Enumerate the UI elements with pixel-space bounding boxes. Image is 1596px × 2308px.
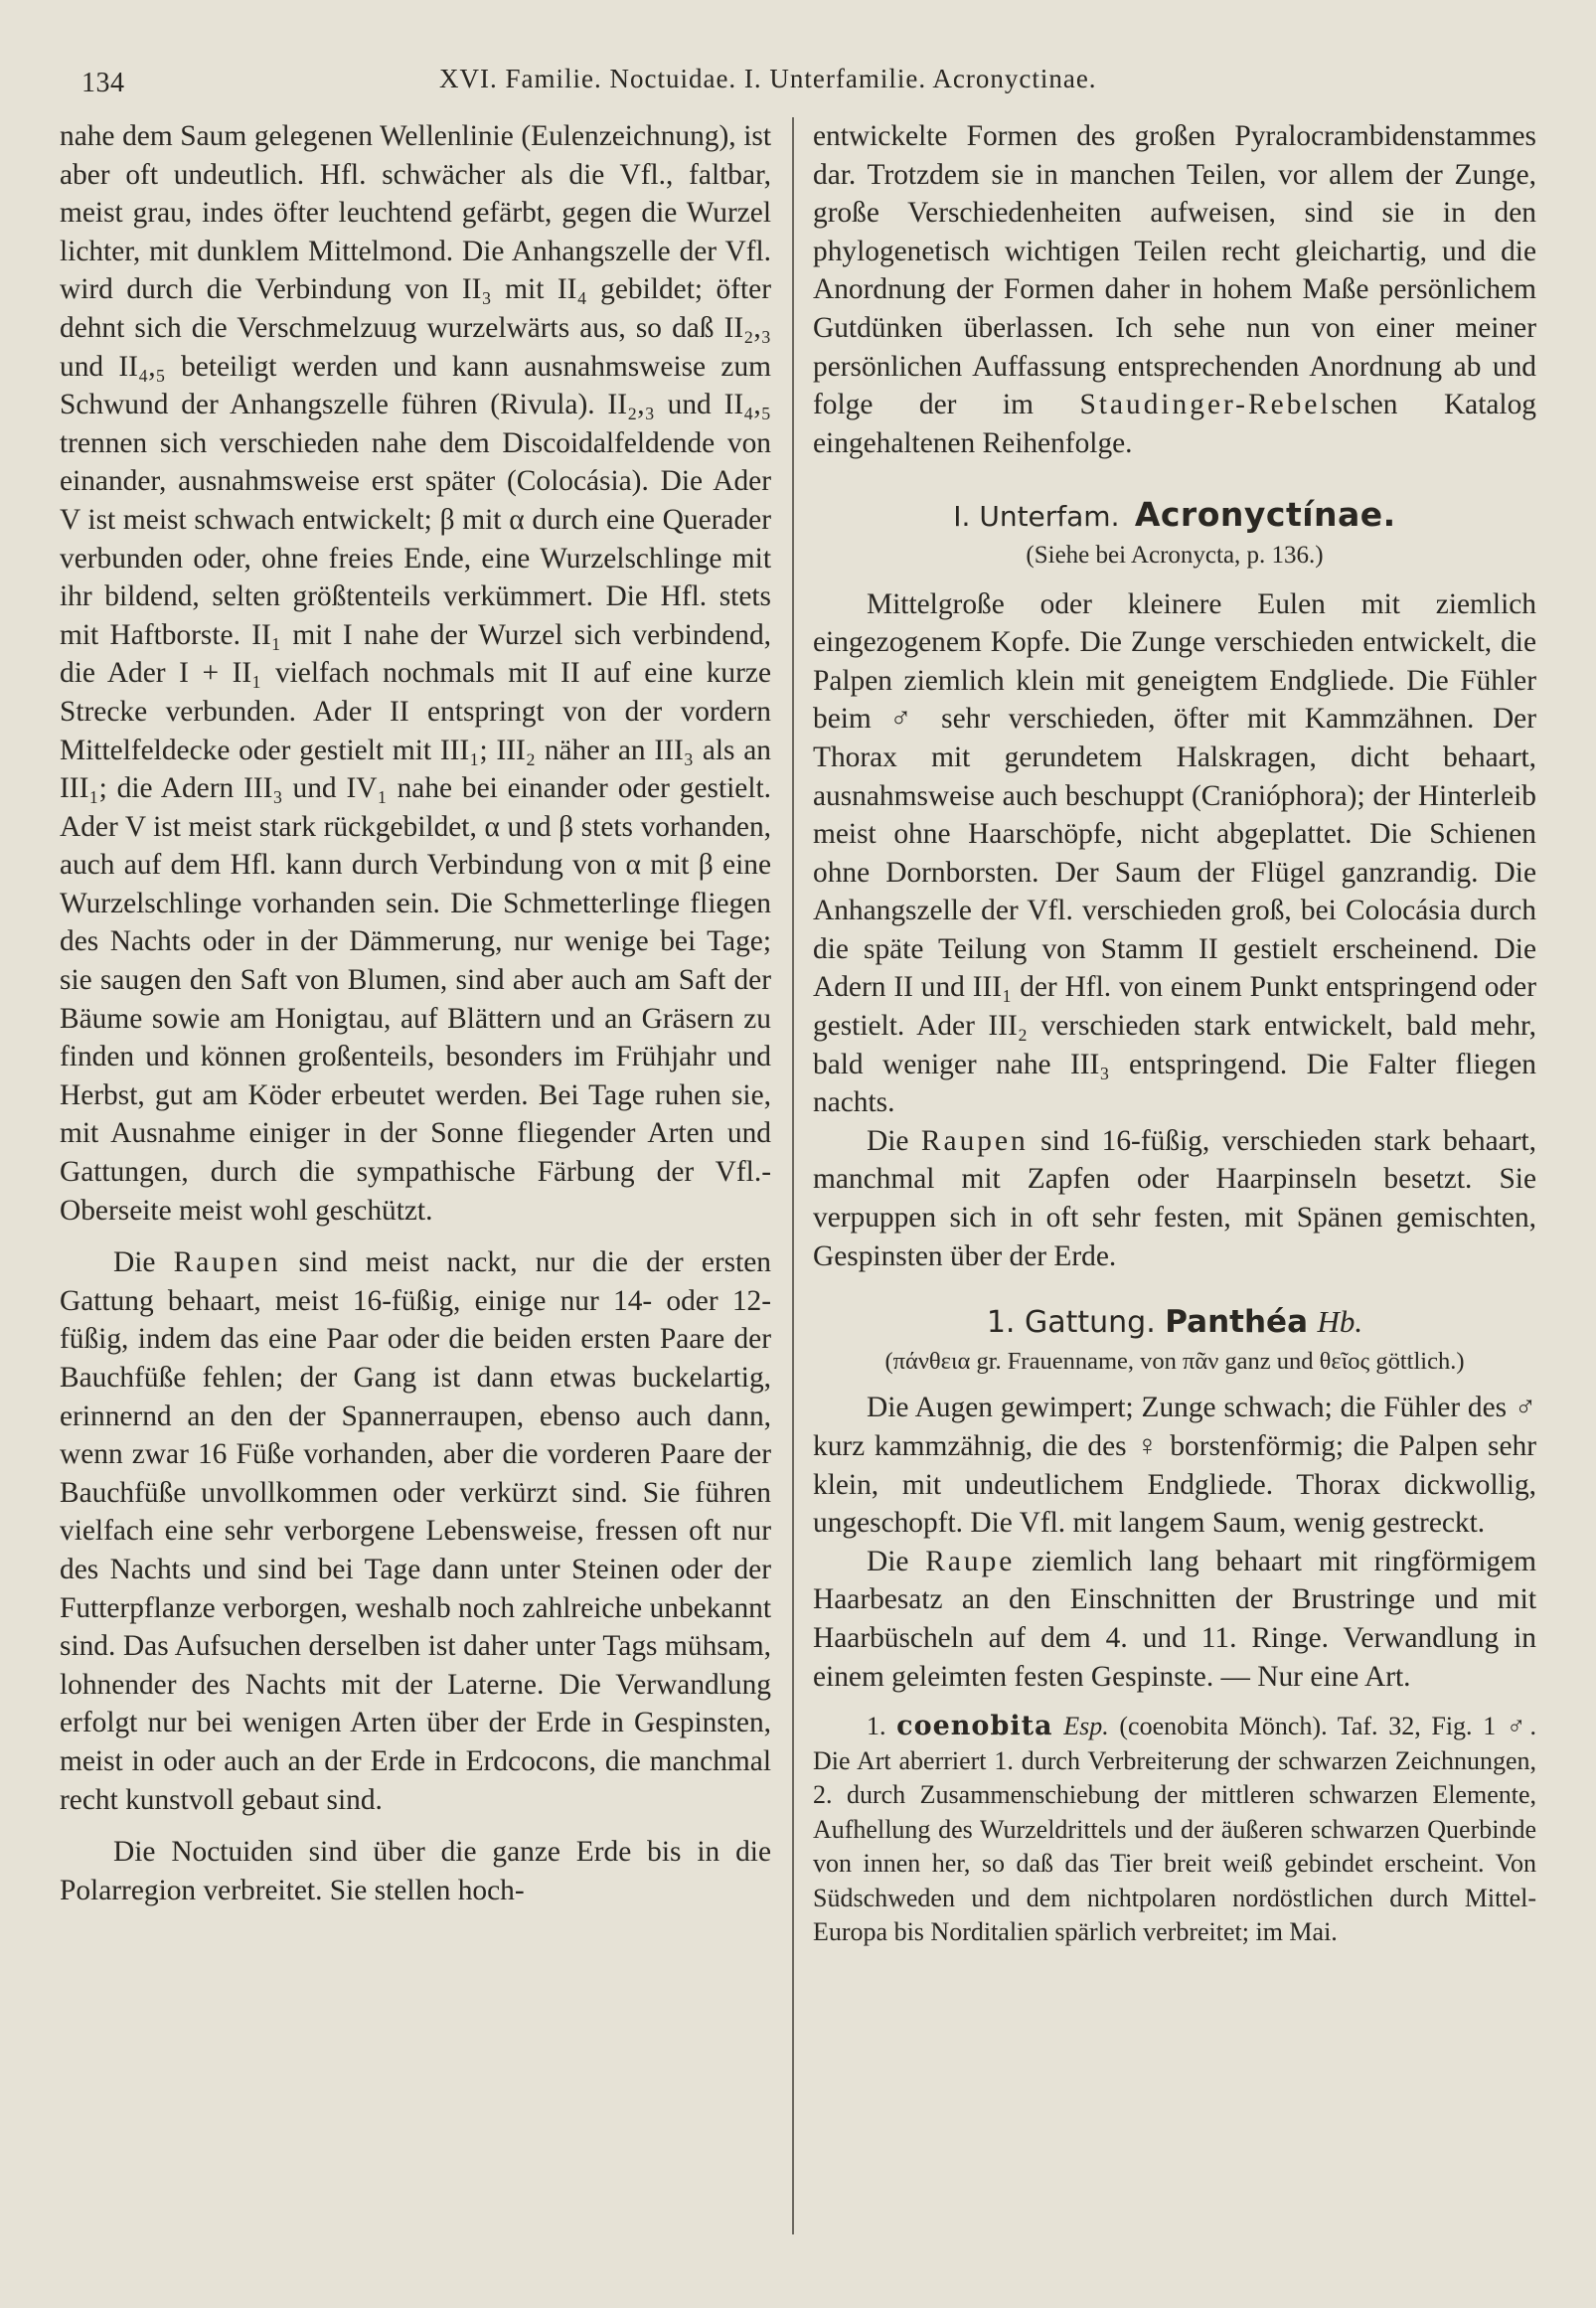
species-name: coenobita — [896, 1711, 1053, 1742]
genus-author: Hb. — [1317, 1304, 1363, 1340]
subfamily-heading: I. Unterfam. Acronyctínae. — [953, 495, 1396, 535]
genus-name: Panthéa — [1165, 1304, 1308, 1341]
species-author: Esp. — [1063, 1712, 1109, 1741]
paragraph-genus-description: Die Augen gewimpert; Zunge schwach; die Fühler des ♂ kurz kammzähnig, die des ♀ borstenförmig; die Palpen sehr klein, mit undeutlichem Endgliede. Thorax dickwollig, ungeschopft. Die Vfl. mit langem Saum, wenig gestreckt. — [813, 1392, 1536, 1540]
spaced-term: Raupe — [925, 1545, 1016, 1577]
left-column — [60, 117, 771, 1909]
genus-heading: 1. Gattung. Panthéa Hb. — [986, 1304, 1363, 1341]
subfamily-reference: (Siehe bei Acronycta, p. 136.) — [1026, 541, 1324, 569]
paragraph-subfamily-caterpillars: Die Raupen sind 16-füßig, verschieden stark behaart, manchmal mit Zapfen oder Haarpinseln besetzt. Sie verpuppen sich in oft sehr festen, mit Spänen gemischten, Gespinsten über der Erde. — [813, 1124, 1536, 1272]
spaced-term: Raupen — [173, 1246, 281, 1279]
genus-etymology: (πάνθεια gr. Frauenname, von πᾶν ganz und θεῖος göttlich.) — [884, 1347, 1465, 1375]
running-title: XVI. Familie. Noctuidae. I. Unterfamilie. Acronyctinae. — [439, 64, 1097, 93]
paragraph-subfamily-description: Mittelgroße oder kleinere Eulen mit ziemlich eingezogenem Kopfe. Die Zunge verschieden entwickelt, die Palpen ziemlich klein mit geneigtem Endgliede. Die Fühler beim ♂ sehr verschieden, öfter mit Kammzähnen. Der Thorax mit gerundetem Halskragen, dicht behaart, ausnahmsweise auch beschuppt (Cranióphora); der Hinterleib meist ohne Haarschöpfe, nicht abgeplattet. Die Schienen ohne Dornborsten. Der Saum der Flügel ganzrandig. Die Anhangszelle der Vfl. verschieden groß, bei Colocásia durch die späte Teilung von Stamm II gestielt erscheinend. Die Adern II und III₁ der Hfl. von einem Punkt entspringend oder gestielt. Ader III₂ verschieden stark entwickelt, bald mehr, bald weniger nahe III₃ entspringend. Die Falter fliegen nachts. — [813, 587, 1536, 1119]
paragraph-classification: entwickelte Formen des großen Pyralocrambidenstammes dar. Trotzdem sie in manchen Teilen, vor allem der Zunge, große Verschiedenheiten aufweisen, sind sie in den phylogenetisch wichtigen Teilen recht gleichartig, und die Anordnung der Formen daher in hohem Maße persönlichem Gutdünken überlassen. Ich sehe nun von einer meiner persönlichen Auffassung entsprechenden Anordnung ab und folge der im Staudinger-Rebelschen Katalog eingehaltenen Reihenfolge. — [813, 120, 1536, 459]
right-column — [813, 117, 1536, 1950]
spaced-term: Raupen — [920, 1124, 1029, 1157]
paragraph-caterpillars: Die Raupen sind meist nackt, nur die der ersten Gattung behaart, meist 16-füßig, einige nur 14- oder 12-füßig, indem das eine Paar oder die beiden ersten Paare der Bauchfüße fehlen; der Gang ist dann etwas buckelartig, erinnernd an den der Spannerraupen, ebenso auch dann, wenn zwar 16 Füße vorhanden, aber die vorderen Paare der Bauchfüße unvollkommen oder verkürzt sind. Sie führen vielfach eine sehr verborgene Lebensweise, fressen oft nur des Nachts und sind bei Tage dann unter Steinen oder der Futterpflanze verborgen, weshalb noch zahlreiche unbekannt sind. Das Aufsuchen derselben ist daher unter Tags mühsam, lohnender des Nachts mit der Laterne. Die Verwandlung erfolgt nur bei wenigen Arten über der Erde in Gespinsten, meist in oder auch an der Erde in Erdcocons, die manchmal recht kunstvoll gebaut sind. — [60, 1246, 771, 1816]
paragraph-genus-caterpillar: Die Raupe ziemlich lang behaart mit ringförmigem Haarbesatz an den Einschnitten der Brustringe und mit Haarbüscheln auf dem 4. und 11. Ringe. Verwandlung in einem geleimten festen Gespinste. — Nur eine Art. — [813, 1545, 1536, 1693]
paragraph-distribution: Die Noctuiden sind über die ganze Erde bis in die Polarregion verbreitet. Sie stellen hoch- — [60, 1836, 771, 1906]
species-entry: 1. coenobita Esp. (coenobita Mönch). Taf. 32, Fig. 1 ♂. Die Art aberriert 1. durch Verbreiterung der schwarzen Zeichnungen, 2. durch Zusammenschiebung der mittleren schwarzen Elemente, Aufhellung des Wurzeldrittels und der äußeren schwarzen Querbinde von innen her, so daß das Tier breit weiß gebindet erscheint. Von Südschweden und dem nichtpolaren nordöstlichen durch Mittel-Europa bis Norditalien spärlich verbreitet; im Mai. — [813, 1711, 1537, 1947]
column-divider — [792, 117, 794, 2234]
paragraph-wing-venation: nahe dem Saum gelegenen Wellenlinie (Eulenzeichnung), ist aber oft undeutlich. Hfl. schwächer als die Vfl., faltbar, meist grau, indes öfter leuchtend gefärbt, gegen die Wurzel lichter, mit dunklem Mittelmond. Die Anhangszelle der Vfl. wird durch die Verbindung von II₃ mit II₄ gebildet; öfter dehnt sich die Verschmelzuug wurzelwärts aus, so daß II₂,₃ und II₄,₅ beteiligt werden und kann ausnahmsweise zum Schwund der Anhangszelle führen (Rivula). II₂,₃ und II₄,₅ trennen sich verschieden nahe dem Discoidalfeldende von einander, ausnahmsweise erst später (Colocásia). Die Ader V ist meist schwach entwickelt; β mit α durch eine Querader verbunden oder, ohne freies Ende, eine Wurzelschlinge mit ihr bildend, selten größtenteils verkümmert. Die Hfl. stets mit Haftborste. II₁ mit I nahe der Wurzel sich verbindend, die Ader I + II₁ vielfach nochmals mit II auf eine kurze Strecke verbunden. Ader II entspringt von der vordern Mittelfeldecke oder gestielt mit III₁; III₂ näher an III₃ als an III₁; die Adern III₃ und IV₁ nahe bei einander oder gestielt. Ader V ist meist stark rückgebildet, α und β stets vorhanden, auch auf dem Hfl. kann durch Verbindung von α mit β eine Wurzelschlinge vorhanden sein. Die Schmetterlinge fliegen des Nachts oder in der Dämmerung, nur wenige bei Tage; sie saugen den Saft von Blumen, sind aber auch am Saft der Bäume sowie am Honigtau, auf Blättern und an Gräsern zu finden und können großenteils, besonders im Frühjahr und Herbst, gut am Köder erbeutet werden. Bei Tage ruhen sie, mit Ausnahme einiger in der Sonne fliegender Arten und Gattungen, durch die sympathische Färbung der Vfl.-Oberseite meist wohl geschützt. — [60, 120, 771, 1227]
page-header — [81, 60, 1532, 103]
subfamily-name: Acronyctínae. — [1134, 495, 1396, 535]
page-number: 134 — [81, 68, 125, 98]
spaced-term: Staudinger-Rebel — [1079, 389, 1332, 421]
